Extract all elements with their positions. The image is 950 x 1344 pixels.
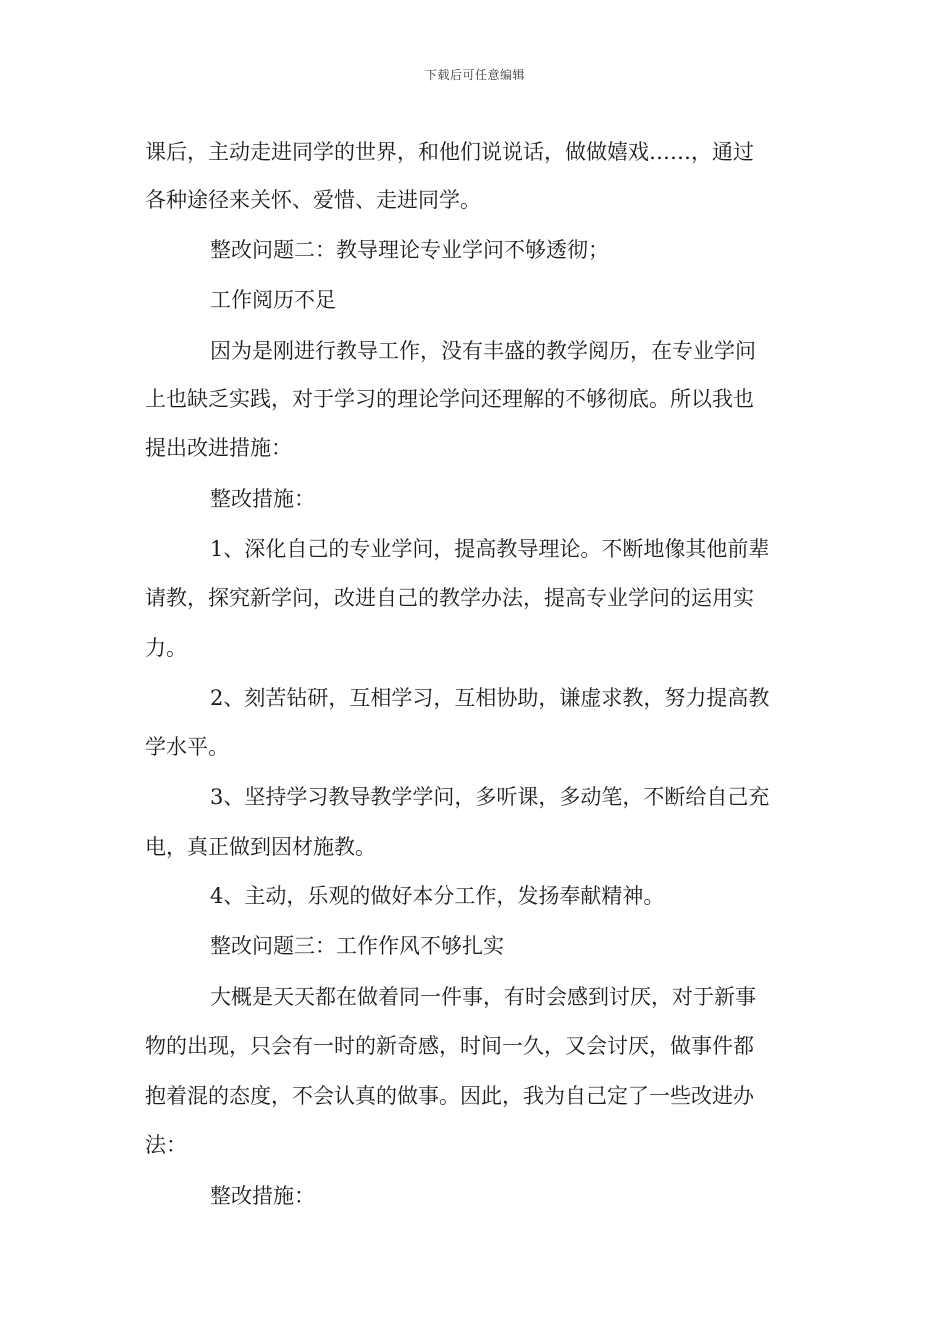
list-item: 2、刻苦钻研，互相学习，互相协助，谦虚求教，努力提高教: [210, 686, 770, 710]
list-item: 3、坚持学习教导教学学问，多听课，多动笔，不断给自己充: [210, 785, 770, 809]
body-line: 力。: [145, 636, 187, 660]
body-line: 上也缺乏实践，对于学习的理论学问还理解的不够彻底。所以我也: [145, 387, 754, 411]
list-item: 4、主动，乐观的做好本分工作，发扬奉献精神。: [210, 884, 665, 908]
body-line: 物的出现，只会有一时的新奇感，时间一久，又会讨厌，做事件都: [145, 1034, 754, 1058]
body-line: 大概是天天都在做着同一件事，有时会感到讨厌，对于新事: [210, 985, 756, 1009]
page-header: 下载后可任意编辑: [424, 68, 525, 82]
body-line: 提出改进措施：: [145, 436, 292, 460]
body-line: 请教，探究新学问，改进自己的教学办法，提高专业学问的运用实: [145, 586, 754, 610]
section-heading: 工作阅历不足: [210, 288, 336, 312]
body-line: 抱着混的态度，不会认真的做事。因此，我为自己定了一些改进办: [145, 1084, 754, 1108]
section-heading: 整改措施：: [210, 1184, 315, 1208]
body-line: 电，真正做到因材施教。: [145, 835, 376, 859]
section-heading: 整改问题二：教导理论专业学问不够透彻；: [210, 238, 609, 262]
body-line: 因为是刚进行教导工作，没有丰盛的教学阅历，在专业学问: [210, 339, 756, 363]
body-line: 法：: [145, 1133, 187, 1157]
section-heading: 整改措施：: [210, 487, 315, 511]
body-line: 各种途径来关怀、爱惜、走进同学。: [145, 188, 481, 212]
list-item: 1、深化自己的专业学问，提高教导理论。不断地像其他前辈: [210, 537, 770, 561]
body-line: 课后，主动走进同学的世界，和他们说说话，做做嬉戏……，通过: [145, 140, 754, 164]
section-heading: 整改问题三：工作作风不够扎实: [210, 934, 504, 958]
body-line: 学水平。: [145, 735, 229, 759]
